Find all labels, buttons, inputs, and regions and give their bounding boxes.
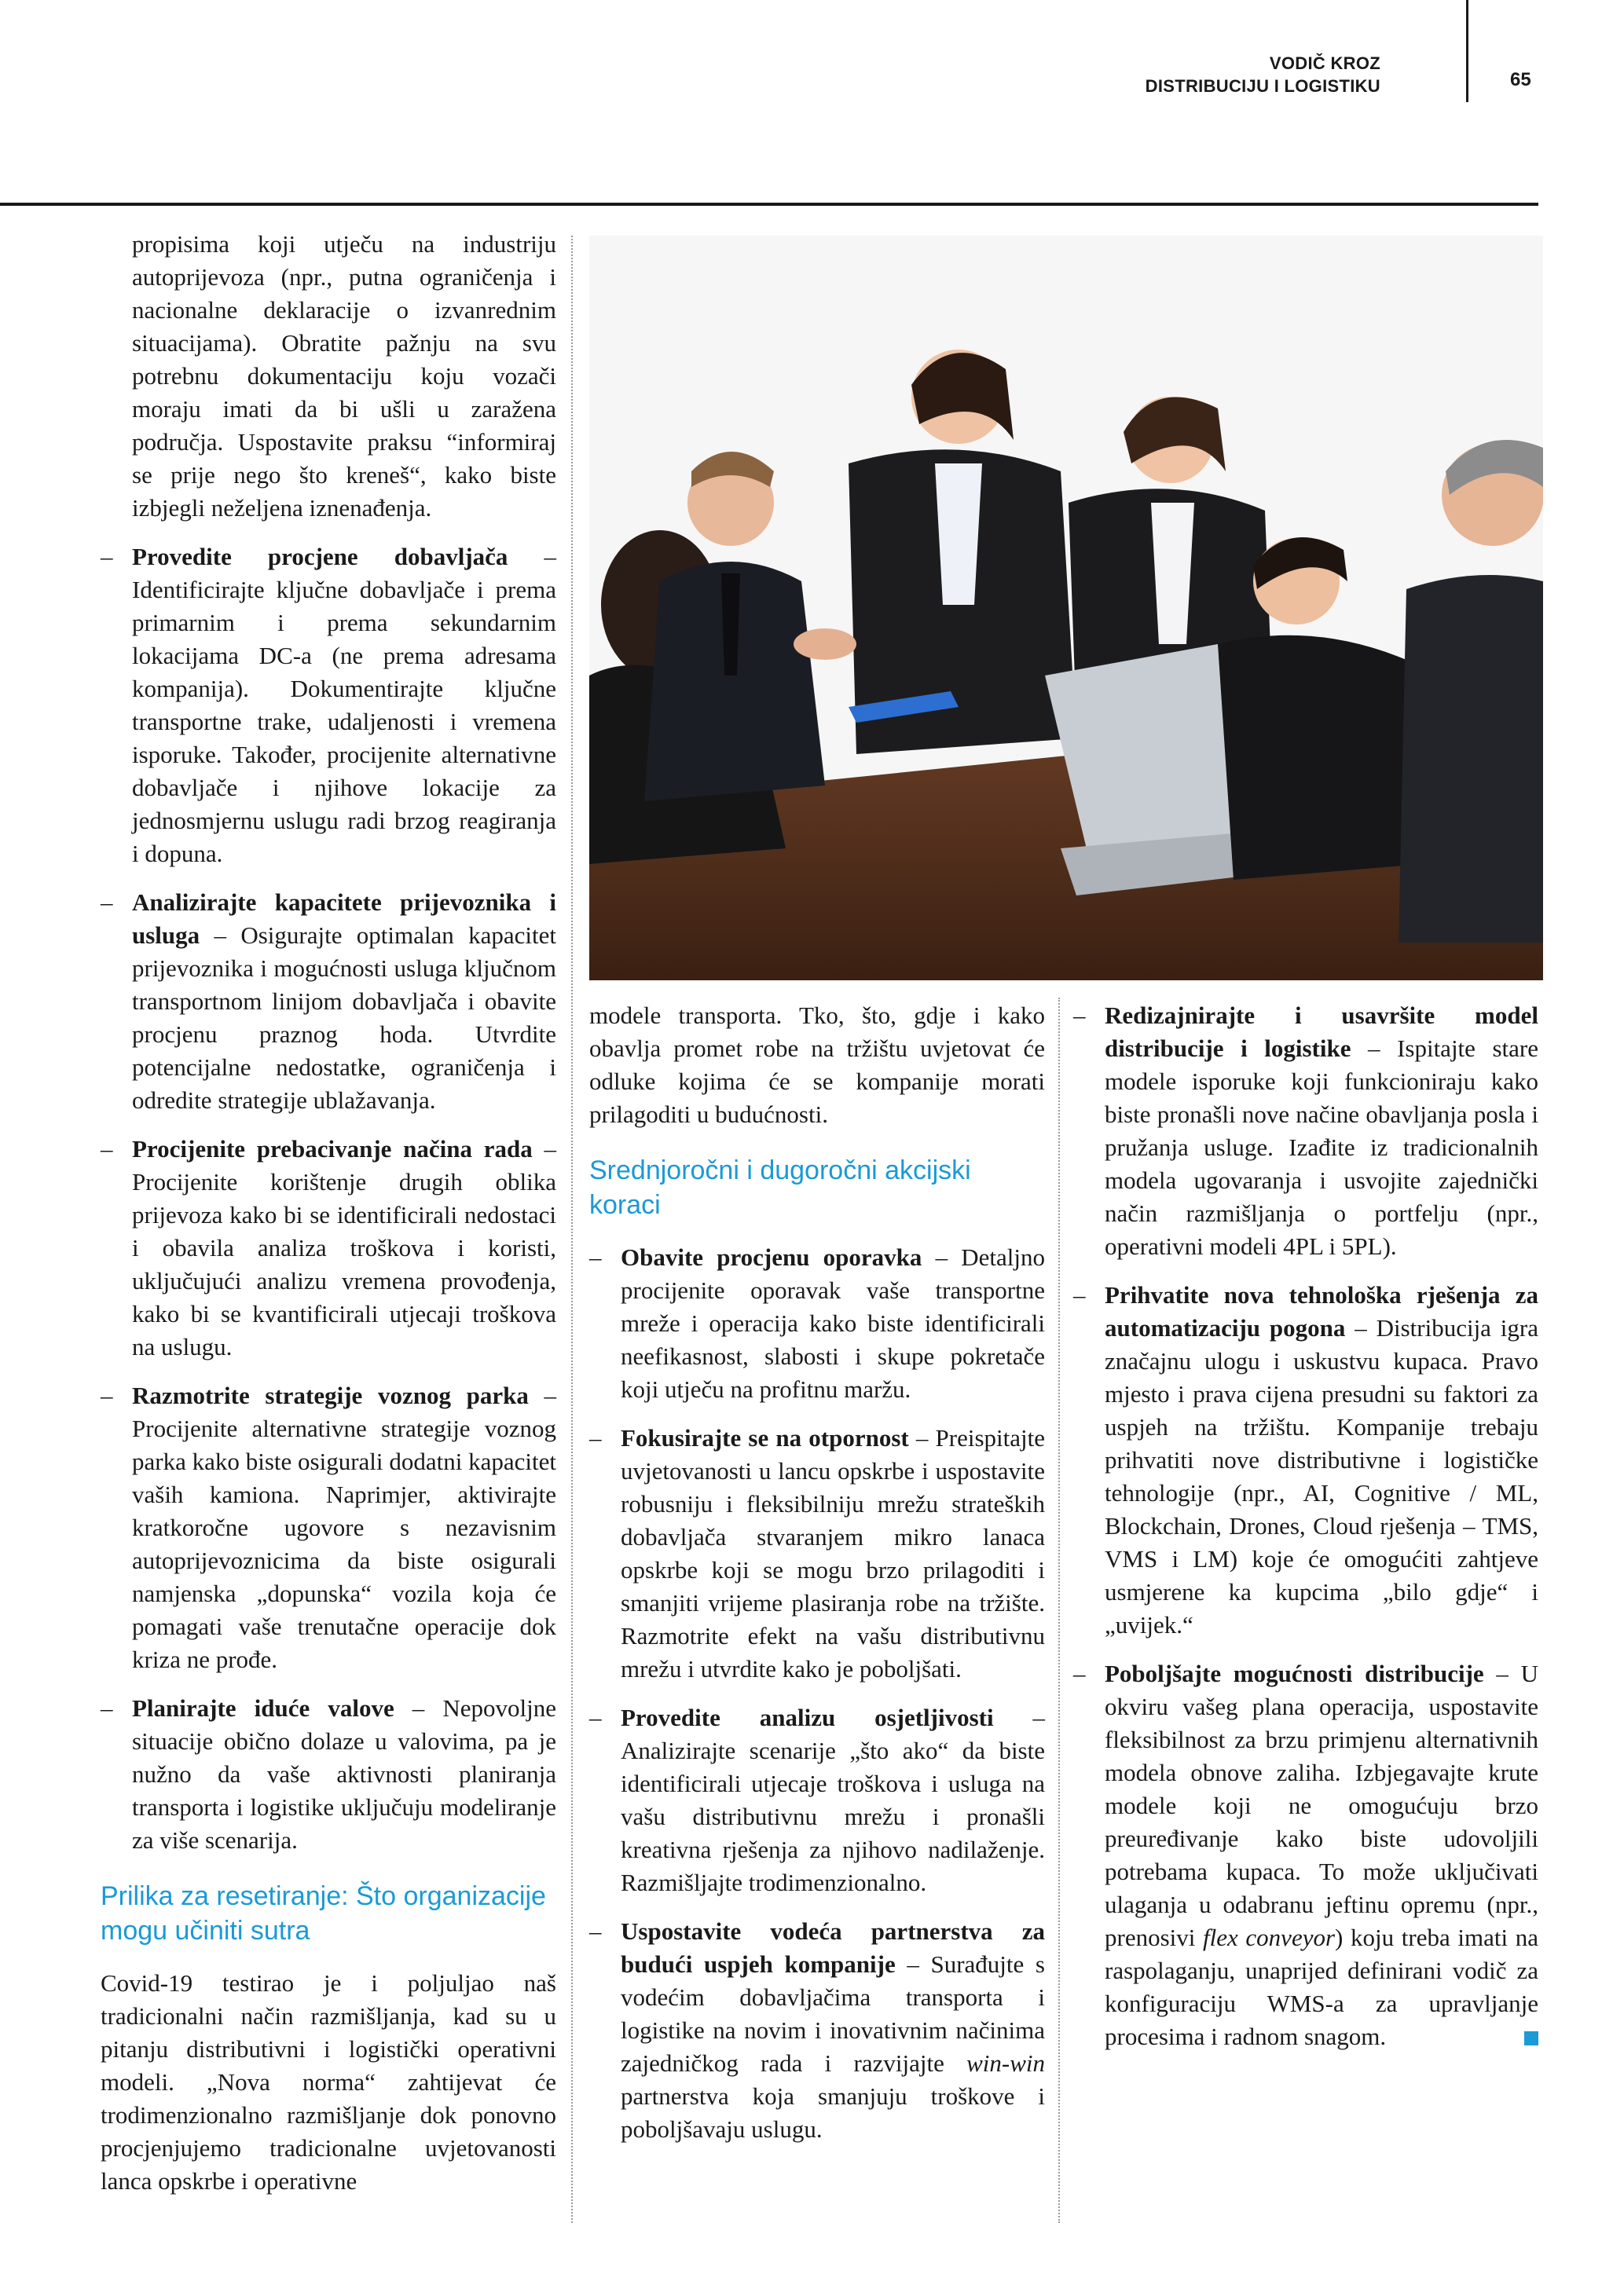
section-subheading: Srednjoročni i dugoročni akcijski koraci (589, 1155, 971, 1220)
list-item-title: Analizirajte kapacitete prijevoznika i usluga (132, 888, 556, 949)
list-item (589, 1701, 1045, 1899)
column-separator-1 (571, 236, 573, 2223)
list-item-title: Poboljšajte mogućnosti distribucije (1105, 1660, 1484, 1687)
list-item (101, 1133, 556, 1364)
list-item-title: Provedite analizu osjetljivosti (621, 1704, 994, 1731)
list-item-title: Fokusirajte se na otpornost (621, 1424, 909, 1452)
dash-bullet: – (1073, 1660, 1086, 1687)
list-item (589, 1422, 1045, 1686)
list-item-title: Razmotrite strategije voznog parka (132, 1382, 529, 1409)
dash-bullet: – (101, 1382, 113, 1409)
paragraph: propisima koji utječu na industriju autoprijevoza (npr., putna ograničenja i nacionalne deklaracije o izvanrednim situacijama). Obratite pažnju na svu potrebnu dokumentaciju koju vozači moraju imati da bi ušli u zaražena područja. Uspostavite praksu “informiraj se prije nego što kreneš“, kako biste izbjegli neželjena iznenađenja. (132, 230, 556, 522)
header-line-2: DISTRIBUCIJU I LOGISTIKU (1145, 76, 1380, 96)
paragraph: Covid-19 testirao je i poljuljao naš tradicionalni način razmišljanja, kad su u pitanju distributivni i logistički operativni modeli. „Nova norma“ zahtijevat će trodimenzionalno razmišljanje dok ponovno procjenjujemo tradicionalne uvjetovanosti lanca opskrbe i operativne (101, 1969, 556, 2195)
dash-bullet: – (589, 1243, 602, 1271)
list-item-text: – Nepovoljne situacije obično dolaze u valovima, pa je nužno da vaše aktivnosti planiranja transporta i logistike uključuju modeliranje za više scenarija. (132, 1694, 556, 1854)
list-item-italic: win-win (966, 2049, 1045, 2077)
dash-bullet: – (1073, 1281, 1086, 1309)
list-item-text: – Procijenite korištenje drugih oblika prijevoza kako bi se identificirali nedostaci i obavila analiza troškova i koristi, uključujući analizu vremena provođenja, kako bi se kvantificirali utjecaji troškova na uslugu. (132, 1135, 557, 1360)
dash-bullet: – (101, 543, 113, 570)
list-item (101, 540, 556, 870)
dash-bullet: – (101, 1694, 113, 1722)
list-item (1073, 1657, 1538, 2053)
dash-bullet: – (101, 1135, 113, 1163)
list-item (101, 1692, 556, 1857)
dash-bullet: – (589, 1424, 602, 1452)
list-item-text: – Osigurajte optimalan kapacitet prijevoznika i mogućnosti usluga ključnom transportnom linijom dobavljača i obavite procjenu praznog hoda. Utvrdite potencijalne nedostatke, ograničenja i odredite strategije ublažavanja. (132, 921, 556, 1114)
header-rule (0, 203, 1538, 206)
list-item (1073, 999, 1538, 1263)
column-1 (101, 228, 556, 2214)
list-item-text: – Identificirajte ključne dobavljače i prema primarnim i prema sekundarnim lokacijama DC-a (ne prema adresama kompanija). Dokumentirajte ključne transportne trake, udaljenosti i vremena isporuke. Također, procijenite alternativne dobavljače i njihove lokacije za jednosmjernu uslugu radi brzog reagiranja i dopuna. (132, 543, 557, 867)
list-item-text: – Ispitajte stare modele isporuke koji funkcioniraju kako biste pronašli nove načine obavljanja posla i pružanja usluge. Izađite iz tradicionalnih modela ugovaranja i usvojite zajednički način razmišljanja o portfelju (npr., operativni modeli 4PL i 5PL). (1105, 1034, 1538, 1260)
list-item-text: ) koju treba imati na raspolaganju, unaprijed definirani vodič za konfiguraciju WMS-a za upravljanje procesima i radnom snagom. (1105, 1924, 1538, 2050)
page-number: 65 (1510, 69, 1531, 90)
column-2 (589, 999, 1045, 2162)
list-item-text: – Detaljno procijenite oporavak vaše transportne mreže i operacija kako biste identificirali neefikasnost, slabosti i skupe pokretače koji utječu na profitnu maržu. (621, 1243, 1045, 1403)
list-item-title: Prihvatite nova tehnološka rješenja za automatizaciju pogona (1105, 1281, 1538, 1342)
list-item-text: – Analizirajte scenarije „što ako“ da biste identificirali utjecaje troškova i usluga na vašu distributivnu mrežu i pronašli kreativna rješenja za njihovo nadilaženje. Razmišljajte trodimenzionalno. (621, 1704, 1045, 1896)
list-item (101, 1379, 556, 1676)
running-header (909, 52, 1380, 97)
list-item-title: Procijenite prebacivanje načina rada (132, 1135, 533, 1163)
paragraph: modele transporta. Tko, što, gdje i kako obavlja promet robe na tržištu uvjetovat će odluke kojima će se kompanije morati prilagoditi u budućnosti. (589, 1002, 1045, 1128)
header-line-1: VODIČ KROZ (1269, 53, 1380, 73)
list-item-title: Obavite procjenu oporavka (621, 1243, 922, 1271)
dash-bullet: – (1073, 1002, 1086, 1029)
list-item-text: – Procijenite alternativne strategije voznog parka kako biste osigurali dodatni kapacitet vaših kamiona. Naprimjer, aktivirajte kratkoročne ugovore s nezavisnim autoprijevoznicima da biste osigurali namjenska „dopunska“ vozila koja će pomagati vaše trenutačne operacije dok kriza ne prođe. (132, 1382, 557, 1673)
list-item-title: Uspostavite vodeća partnerstva za budući uspjeh kompanije (621, 1917, 1045, 1978)
header-divider (1466, 0, 1468, 102)
list-item-text: partnerstva koja smanjuju troškove i poboljšavaju uslugu. (621, 2082, 1045, 2143)
column-3 (1073, 999, 1538, 2069)
column-separator-2 (1058, 998, 1060, 2223)
list-item-title: Planirajte iduće valove (132, 1694, 394, 1722)
end-of-article-square-icon (1524, 2031, 1538, 2045)
list-item (1073, 1279, 1538, 1642)
list-item-text: – Distribucija igra značajnu ulogu i uskustvu kupaca. Pravo mjesto i prava cijena presudni su faktori za uspjeh na tržištu. Kompanije trebaju prihvatiti nove distributivne i logističke tehnologije (npr., AI, Cognitive / ML, Blockchain, Drones, Cloud rješenja – TMS, VMS i LM) koje će omogućiti zahtjeve usmjerene ka kupcima „bilo gdje“ i „uvijek.“ (1105, 1314, 1538, 1639)
business-meeting-illustration (589, 236, 1543, 980)
dash-bullet: – (589, 1917, 602, 1945)
list-item (101, 886, 556, 1117)
section-subheading: Prilika za resetiranje: Što organizacije mogu učiniti sutra (101, 1881, 546, 1946)
dash-bullet: – (101, 888, 113, 916)
list-item (589, 1241, 1045, 1406)
list-item-italic: flex conveyor (1203, 1924, 1336, 1951)
list-item-title: Redizajnirajte i usavršite model distribucije i logistike (1105, 1002, 1538, 1062)
dash-bullet: – (589, 1704, 602, 1731)
list-item-text: – Preispitajte uvjetovanosti u lancu opskrbe i uspostavite robusniju i fleksibilniju mrežu strateških dobavljača stvaranjem mikro lanaca opskrbe koji se mogu brzo prilagoditi i smanjiti vrijeme plasiranja robe na tržište. Razmotrite efekt na vašu distributivnu mrežu i utvrdite kako je poboljšati. (621, 1424, 1045, 1683)
business-meeting-photo (589, 236, 1543, 980)
list-item-text: – U okviru vašeg plana operacija, uspostavite fleksibilnost za brzu primjenu alternativnih modela obnove zaliha. Izbjegavajte krute modele koji ne omogućuju brzo preuređivanje kako biste udovoljili potrebama kupaca. To može uključivati ulaganja u odabranu jeftinu opremu (npr., prenosivi (1105, 1660, 1538, 1951)
list-item-text: – Surađujte s vodećim dobavljačima transporta i logistike na novim i inovativnim načinima zajedničkog rada i razvijajte (621, 1950, 1045, 2077)
list-item-title: Provedite procjene dobavljača (132, 543, 508, 570)
list-item (589, 1915, 1045, 2146)
